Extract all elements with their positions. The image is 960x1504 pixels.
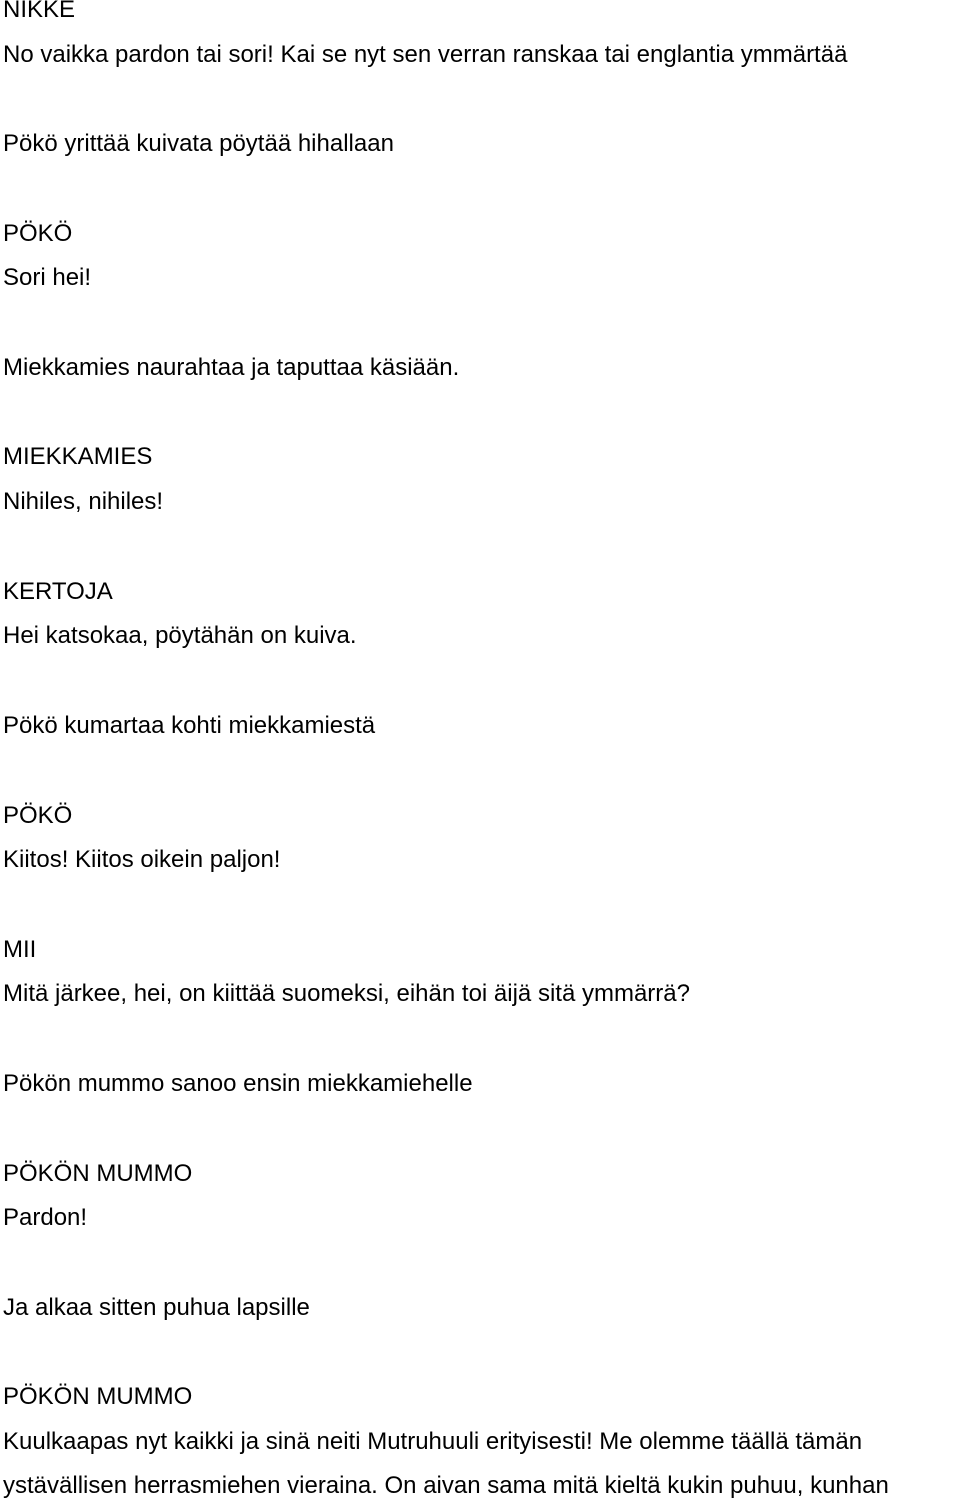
character-name-pokon-mummo: PÖKÖN MUMMO — [3, 1383, 193, 1410]
character-name-mii: MII — [3, 936, 37, 963]
dialogue-poko: Kiitos! Kiitos oikein paljon! — [3, 846, 281, 873]
character-name-nikke: NIKKE — [3, 0, 76, 23]
character-name-miekkamies: MIEKKAMIES — [3, 443, 153, 470]
character-name-pokon-mummo: PÖKÖN MUMMO — [3, 1160, 193, 1187]
dialogue-pokon-mummo: Kuulkaapas nyt kaikki ja sinä neiti Mutruhuuli erityisesti! Me olemme täällä tämän — [3, 1428, 863, 1455]
dialogue-kertoja: Hei katsokaa, pöytähän on kuiva. — [3, 622, 357, 649]
stage-direction: Miekkamies naurahtaa ja taputtaa käsiään. — [3, 354, 460, 381]
dialogue-nikke: No vaikka pardon tai sori! Kai se nyt sen verran ranskaa tai englantia ymmärtää — [3, 41, 848, 68]
dialogue-pokon-mummo: Pardon! — [3, 1204, 88, 1231]
stage-direction: Pökö kumartaa kohti miekkamiestä — [3, 712, 376, 739]
dialogue-mii: Mitä järkee, hei, on kiittää suomeksi, eihän toi äijä sitä ymmärrä? — [3, 980, 690, 1007]
dialogue-poko: Sori hei! — [3, 264, 92, 291]
character-name-kertoja: KERTOJA — [3, 578, 113, 605]
character-name-poko: PÖKÖ — [3, 220, 73, 247]
dialogue-pokon-mummo-cont: ystävällisen herrasmiehen vieraina. On aivan sama mitä kieltä kukin puhuu, kunhan — [3, 1472, 889, 1499]
dialogue-miekkamies: Nihiles, nihiles! — [3, 488, 164, 515]
stage-direction: Pökö yrittää kuivata pöytää hihallaan — [3, 130, 394, 157]
character-name-poko: PÖKÖ — [3, 802, 73, 829]
stage-direction: Ja alkaa sitten puhua lapsille — [3, 1294, 310, 1321]
stage-direction: Pökön mummo sanoo ensin miekkamiehelle — [3, 1070, 473, 1097]
